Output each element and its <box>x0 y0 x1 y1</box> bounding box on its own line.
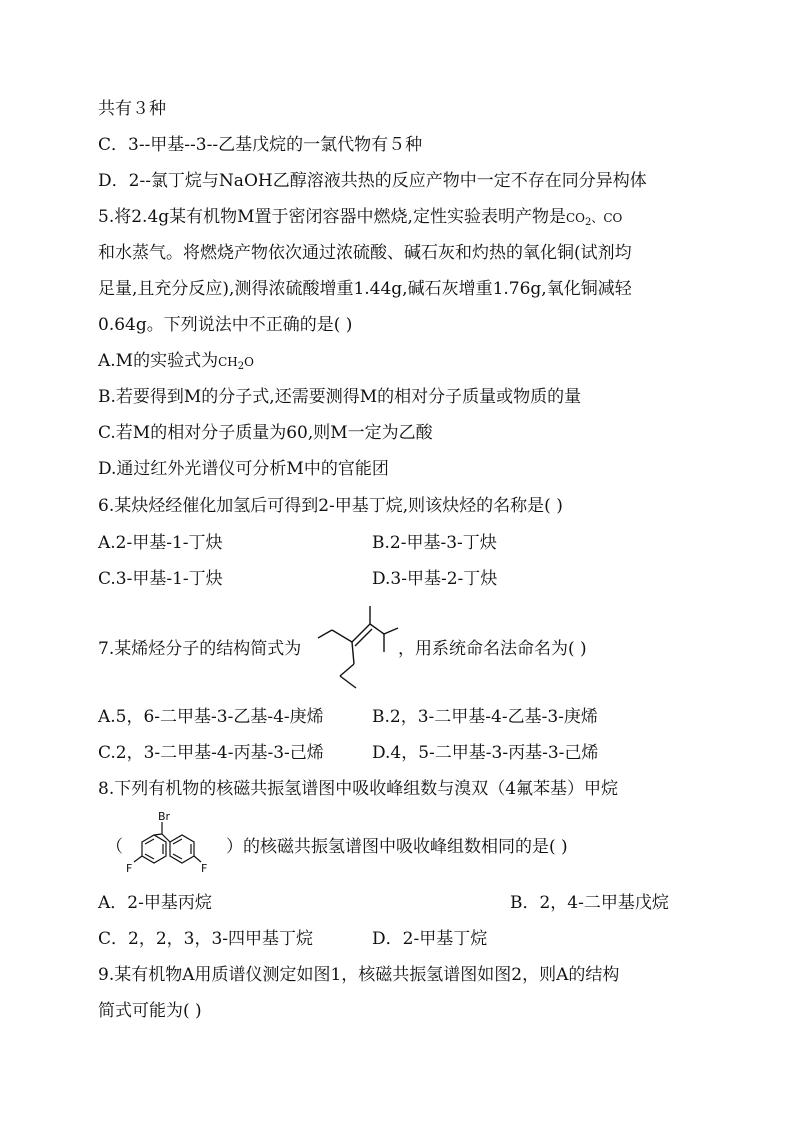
q5-stem-line1 <box>98 206 622 234</box>
co2-text: CO <box>565 211 585 225</box>
q8-stem-line1: 8.下列有机物的核磁共振氢谱图中吸收峰组数与溴双（4氟苯基）甲烷 <box>98 779 619 799</box>
q5-stem-line2: 和水蒸气。将燃烧产物依次通过浓硫酸、碱石灰和灼热的氧化铜(试剂均 <box>98 243 632 263</box>
empirical-formula <box>218 355 254 372</box>
q6-options-row1 <box>98 532 497 554</box>
co2-subscript: 2 <box>584 217 592 228</box>
q5-option-d: D.通过红外光谱仪可分析M中的官能团 <box>98 459 389 479</box>
q8-option-b: B．2，4-二甲基戊烷 <box>510 893 669 913</box>
q7-option-a: A.5，6-二甲基-3-乙基-4-庚烯 <box>98 707 324 727</box>
q5-stem-part-a: 5.将2.4g某有机物M置于密闭容器中燃烧,定性实验表明产物是 <box>98 207 566 227</box>
option-d-prev: D．2--氯丁烷与NaOH乙醇溶液共热的反应产物中一定不存在同分异构体 <box>98 171 647 191</box>
q5-option-a-text: A.M的实验式为 <box>98 351 219 371</box>
q6-option-b: B.2-甲基-3-丁炔 <box>372 533 497 553</box>
q9-stem-line2: 简式可能为( ) <box>98 1001 202 1021</box>
q5-stem-part-b: 、CO <box>591 211 623 225</box>
q7-options-row1 <box>98 706 598 728</box>
formula-ch: CH <box>218 355 238 369</box>
fluorine-label-right: F <box>201 862 208 875</box>
q8-option-d: D．2-甲基丁烷 <box>372 929 488 949</box>
q6-option-a: A.2-甲基-1-丁炔 <box>98 533 223 553</box>
q8-option-a: A．2-甲基丙烷 <box>98 893 212 913</box>
q5-stem-line4: 0.64g。下列说法中不正确的是( ) <box>98 315 353 335</box>
q9-stem-line1: 9.某有机物A用质谱仪测定如图1，核磁共振氢谱图如图2，则A的结构 <box>98 965 620 985</box>
q6-stem: 6.某炔烃经催化加氢后可得到2-甲基丁烷,则该炔烃的名称是( ) <box>98 496 563 516</box>
q7-option-d: D.4，5-二甲基-3-丙基-3-己烯 <box>372 743 599 763</box>
q8-paren-open: （ <box>106 837 123 857</box>
q7-options-row2 <box>98 742 599 764</box>
q6-options-row2 <box>98 568 498 590</box>
fluorine-label-left: F <box>126 862 133 875</box>
q8-options-row1 <box>98 892 669 914</box>
q8-option-c: C．2，2，3，3-四甲基丁烷 <box>98 929 314 949</box>
text-line: 共有３种 <box>98 99 166 119</box>
q8-stem-line2: ）的核磁共振氢谱图中吸收峰组数相同的是( ) <box>226 837 568 857</box>
q8-options-row2 <box>98 928 488 950</box>
q7-option-c: C.2，3-二甲基-4-丙基-3-己烯 <box>98 743 324 763</box>
q5-stem-line3: 足量,且充分反应),测得浓硫酸增重1.44g,碱石灰增重1.76g,氧化铜减轻 <box>98 279 632 299</box>
q7-stem-part-b: ，用系统命名法命名为( ) <box>398 639 587 659</box>
co2-formula <box>565 211 592 228</box>
q5-option-a <box>98 350 254 378</box>
q7-option-b: B.2，3-二甲基-4-乙基-3-庚烯 <box>372 707 598 727</box>
q7-stem-part-a: 7.某烯烃分子的结构简式为 <box>98 639 302 659</box>
formula-subscript: 2 <box>237 361 245 372</box>
bromine-label: Br <box>158 810 171 823</box>
bromobis-fluorophenyl-methane-structure <box>112 812 222 878</box>
q6-option-d: D.3-甲基-2-丁炔 <box>372 569 498 589</box>
formula-o: O <box>244 355 254 369</box>
q5-option-b: B.若要得到M的分子式,还需要测得M的相对分子质量或物质的量 <box>98 387 582 407</box>
q6-option-c: C.3-甲基-1-丁炔 <box>98 569 223 589</box>
q5-option-c: C.若M的相对分子质量为60,则M一定为乙酸 <box>98 423 433 443</box>
option-c-prev: C．3--甲基--3--乙基戊烷的一氯代物有５种 <box>98 135 423 155</box>
